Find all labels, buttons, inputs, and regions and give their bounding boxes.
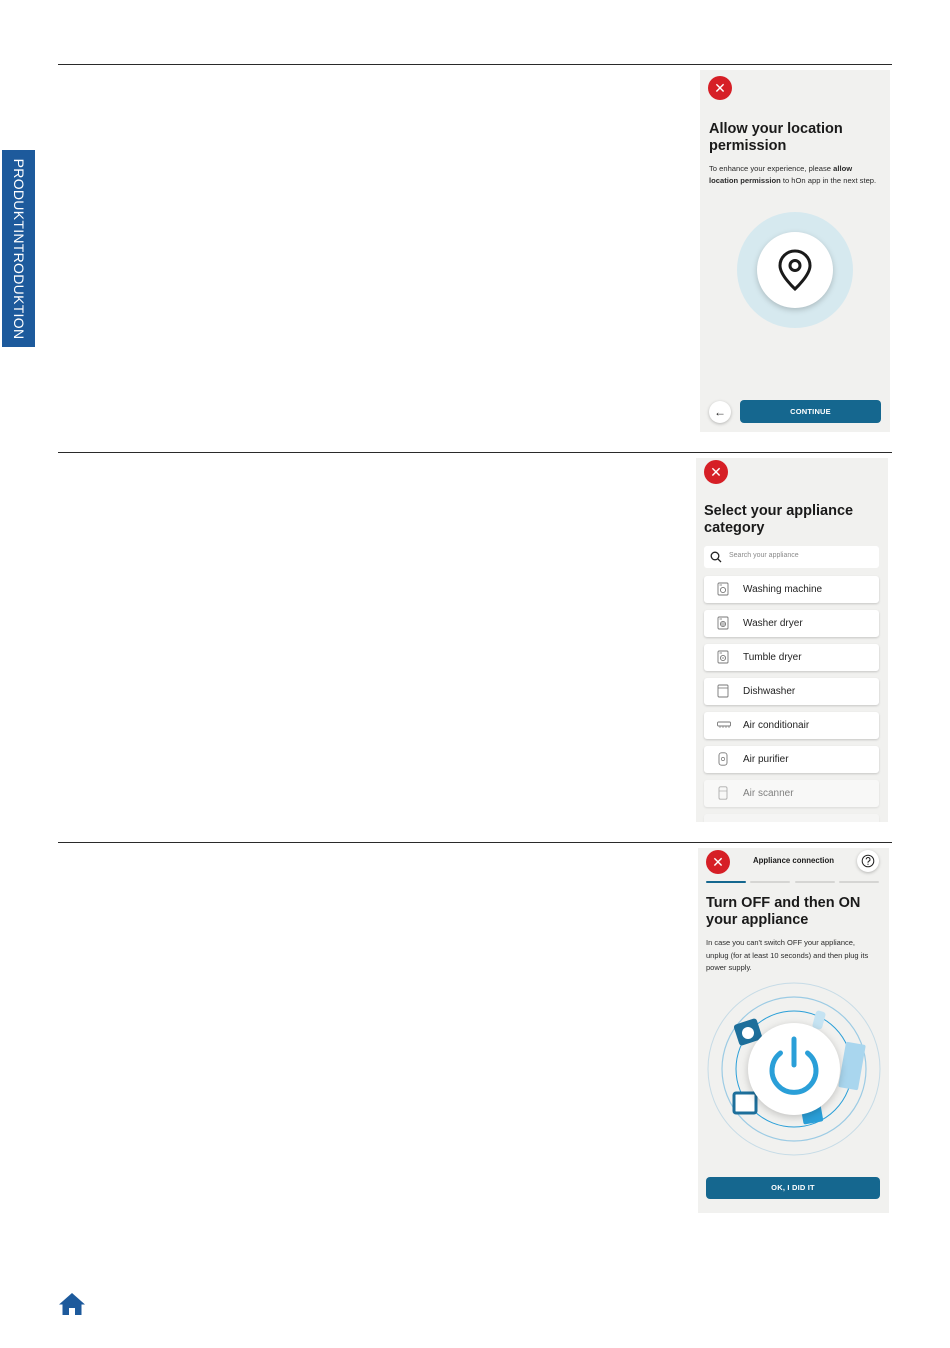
search-placeholder: Search your appliance	[729, 552, 799, 559]
list-item	[704, 814, 879, 822]
list-item[interactable]	[704, 610, 879, 637]
washer-dryer-icon	[717, 616, 729, 630]
page-title	[706, 895, 884, 929]
description-text: In case you can't switch OFF your appliance, unplug (for at least 10 seconds) and then plug its power supply.	[706, 938, 869, 972]
list-item[interactable]	[704, 712, 879, 739]
close-button[interactable]	[708, 76, 732, 100]
continue-button[interactable]: CONTINUE	[740, 400, 881, 423]
list-item[interactable]	[704, 780, 879, 807]
list-item-label: Washer dryer	[743, 618, 803, 629]
list-item[interactable]	[704, 746, 879, 773]
search-input[interactable]	[704, 546, 879, 568]
title-line: Turn OFF and then ON	[706, 895, 861, 911]
section-divider	[58, 64, 892, 65]
title-line: permission	[709, 138, 787, 154]
section-divider	[58, 842, 892, 843]
ok-button[interactable]: OK, I DID IT	[706, 1177, 880, 1199]
oven-icon	[734, 1093, 756, 1113]
list-item-label: Air conditionair	[743, 720, 810, 731]
location-illustration	[736, 211, 854, 329]
air-purifier-icon	[717, 752, 729, 766]
air-scanner-icon	[717, 786, 729, 800]
screen-appliance-connection	[698, 848, 889, 1213]
list-item-label: Tumble dryer	[743, 652, 802, 663]
fridge-icon	[838, 1042, 866, 1091]
dishwasher-icon	[717, 684, 729, 698]
washing-machine-icon	[717, 582, 729, 596]
home-icon[interactable]	[58, 1292, 86, 1316]
close-icon: ✕	[714, 80, 726, 96]
arrow-left-icon: ←	[714, 405, 726, 419]
help-button[interactable]	[857, 850, 879, 872]
screen-location-permission	[700, 70, 890, 432]
search-icon	[710, 551, 722, 563]
list-item-label: Air purifier	[743, 754, 789, 765]
air-conditioner-icon	[717, 718, 731, 732]
title-line: Allow your location	[709, 121, 843, 137]
tumble-dryer-icon	[717, 650, 729, 664]
description-text: To enhance your experience, please allow location permission to hOn app in the next step.	[709, 164, 877, 185]
page-title	[704, 503, 882, 537]
progress-segment	[839, 881, 879, 883]
list-item-label: Air scanner	[743, 788, 794, 799]
list-item-label: Dishwasher	[743, 686, 796, 697]
header-title: Appliance connection	[752, 856, 834, 865]
progress-segment	[795, 881, 835, 883]
list-item[interactable]	[704, 678, 879, 705]
title-line: your appliance	[706, 912, 809, 928]
list-item[interactable]	[704, 644, 879, 671]
side-tab	[2, 150, 35, 347]
close-icon: ✕	[710, 464, 722, 480]
back-button[interactable]	[709, 401, 731, 423]
close-icon: ✕	[712, 854, 724, 870]
close-button[interactable]	[706, 850, 730, 874]
page-title	[709, 121, 884, 155]
side-tab-label: PRODUKTINTRODUKTION	[10, 158, 27, 339]
power-illustration	[706, 981, 882, 1157]
list-item-label: Washing machine	[743, 584, 823, 595]
title-line: Select your appliance	[704, 503, 854, 519]
list-item[interactable]	[704, 576, 879, 603]
title-line: category	[704, 520, 765, 536]
progress-segment	[750, 881, 790, 883]
help-icon	[861, 854, 875, 868]
close-button[interactable]	[704, 460, 728, 484]
progress-segment-active	[706, 881, 746, 883]
bottle-icon	[812, 1010, 826, 1030]
section-divider	[58, 452, 892, 453]
screen-appliance-category	[696, 458, 888, 822]
